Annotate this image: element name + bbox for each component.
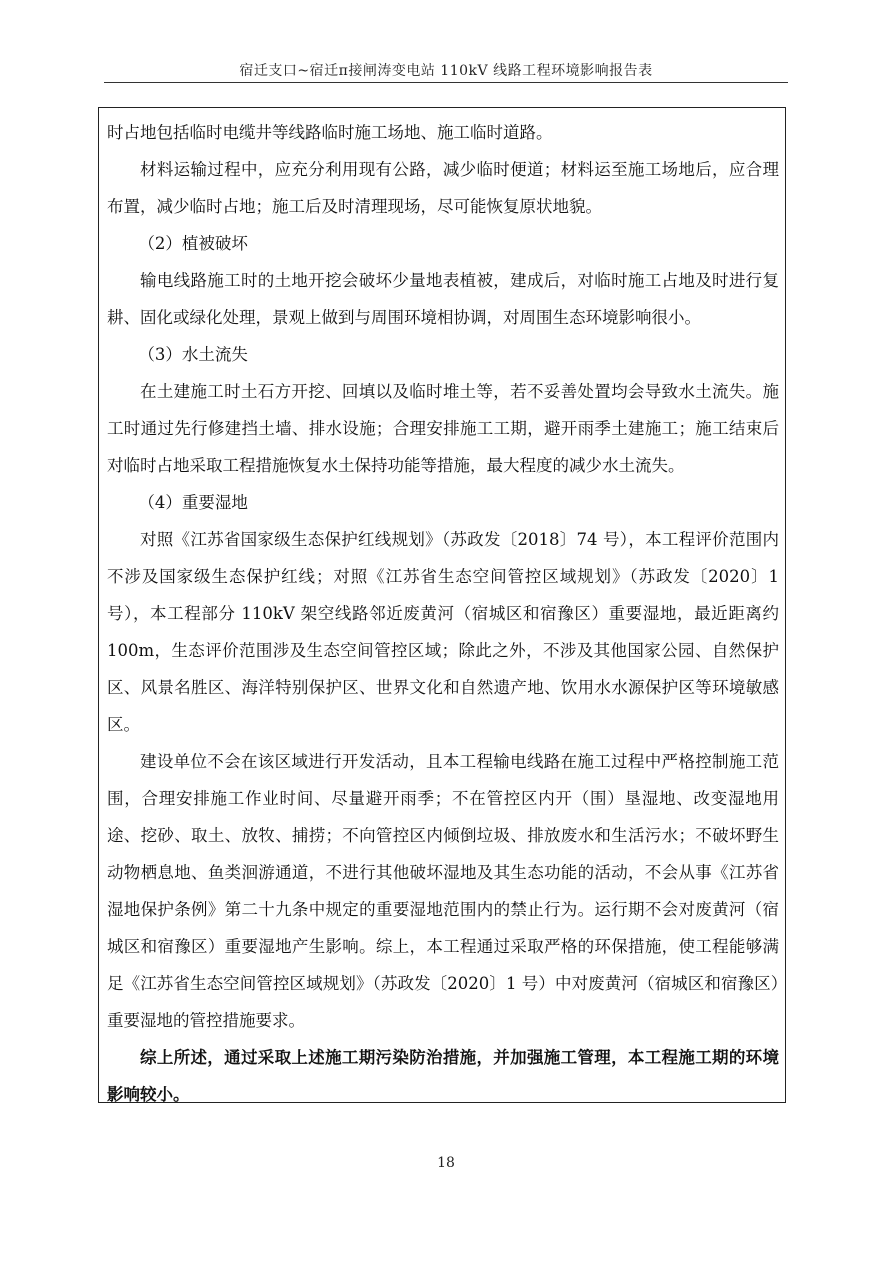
page-number: 18 xyxy=(437,1155,455,1171)
report-header-title: 宿迁支口~宿迁π接闸涛变电站 110kV 线路工程环境影响报告表 xyxy=(239,63,653,79)
paragraph-wetland-protection: 建设单位不会在该区域进行开发活动，且本工程输电线路在施工过程中严格控制施工范围，合理安排施工作业时间、尽量避开雨季；不在管控区内开（围）垦湿地、改变湿地用途、挖砂、取土、放牧、捕捞；不向管控区内倾倒垃圾、排放废水和生活污水；不破坏野生动物栖息地、鱼类洄游通道，不进行其他破坏湿地及其生态功能的活动，不会从事《江苏省湿地保护条例》第二十九条中规定的重要湿地范围内的禁止行为。运行期不会对废黄河（宿城区和宿豫区）重要湿地产生影响。综上，本工程通过采取严格的环保措施，使工程能够满足《江苏省生态空间管控区域规划》（苏政发〔2020〕1 号）中对废黄河（宿城区和宿豫区）重要湿地的管控措施要求。 xyxy=(107,752,779,1030)
heading-vegetation-damage: （2）植被破坏 xyxy=(138,234,248,253)
paragraph-conclusion: 综上所述，通过采取上述施工期污染防治措施，并加强施工管理，本工程施工期的环境影响较小。 xyxy=(107,1048,779,1104)
paragraph-ecological-redline: 对照《江苏省国家级生态保护红线规划》（苏政发〔2018〕74 号），本工程评价范围内不涉及国家级生态保护红线；对照《江苏省生态空间管控区域规划》（苏政发〔2020〕1 号），本工程部分 110kV 架空线路邻近废黄河（宿城区和宿豫区）重要湿地，最近距离约 100m，生态评价范围涉及生态空间管控区域；除此之外，不涉及其他国家公园、自然保护区、风景名胜区、海洋特别保护区、世界文化和自然遗产地、饮用水水源保护区等环境敏感区。 xyxy=(107,530,779,734)
heading-important-wetland: （4）重要湿地 xyxy=(138,493,248,512)
paragraph-material-transport: 材料运输过程中，应充分利用现有公路，减少临时便道；材料运至施工场地后，应合理布置，减少临时占地；施工后及时清理现场，尽可能恢复原状地貌。 xyxy=(107,160,779,216)
header-divider xyxy=(104,82,788,83)
paragraph-soil-erosion: 在土建施工时土石方开挖、回填以及临时堆土等，若不妥善处置均会导致水土流失。施工时通过先行修建挡土墙、排水设施；合理安排施工工期，避开雨季土建施工；施工结束后对临时占地采取工程措施恢复水土保持功能等措施，最大程度的减少水土流失。 xyxy=(107,382,779,475)
heading-soil-erosion: （3）水土流失 xyxy=(138,345,248,364)
paragraph-vegetation: 输电线路施工时的土地开挖会破坏少量地表植被，建成后，对临时施工占地及时进行复耕、固化或绿化处理，景观上做到与周围环境相协调，对周围生态环境影响很小。 xyxy=(107,271,779,327)
paragraph-temporary-land: 时占地包括临时电缆井等线路临时施工场地、施工临时道路。 xyxy=(107,123,553,142)
document-body xyxy=(107,114,779,1113)
